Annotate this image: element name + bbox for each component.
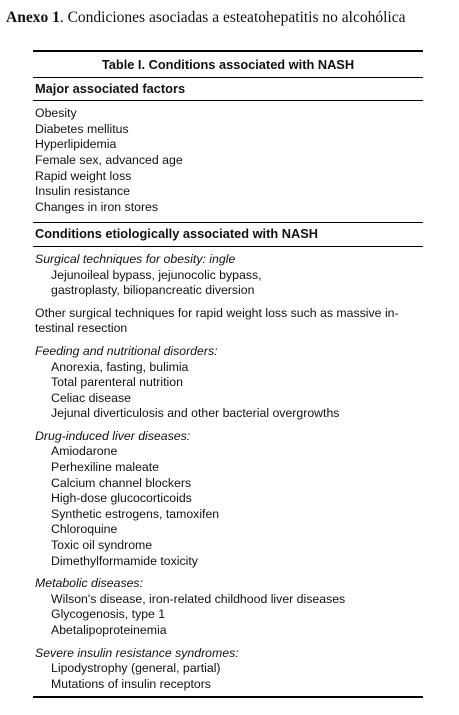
group-heading: Severe insulin resistance syndromes: (35, 645, 239, 660)
list-item: Rapid weight loss (35, 168, 132, 183)
table-title: Table I. Conditions associated with NASH (101, 57, 355, 72)
list-item: Mutations of insulin receptors (51, 676, 211, 691)
list-item: High-dose glucocorticoids (51, 491, 192, 506)
list-item: Amiodarone (51, 444, 118, 459)
conditions-table (33, 50, 423, 698)
list-item: Celiac disease (51, 390, 131, 405)
insulin-group (33, 646, 423, 693)
list-item: Wilson's disease, iron-related childhood liver diseases (51, 591, 346, 606)
table-bottom-rule (33, 696, 423, 698)
list-item: Abetalipoproteinemia (51, 623, 167, 637)
list-item: gastroplasty, biliopancreatic diversion (51, 283, 255, 298)
list-item: Female sex, advanced age (35, 152, 183, 167)
list-item: Chloroquine (51, 522, 118, 537)
caption-text: . Condiciones asociadas a esteatohepatitis no alcohólica (59, 9, 406, 26)
list-item: Calcium channel blockers (51, 475, 192, 490)
list-item: Dimethylformamide toxicity (51, 553, 198, 568)
list-item: Changes in iron stores (35, 199, 159, 214)
list-item: Lipodystrophy (general, partial) (51, 661, 221, 676)
group-heading: Drug-induced liver diseases: (35, 428, 191, 443)
caption-label: Anexo 1 (6, 9, 60, 26)
drug-group (33, 429, 423, 569)
list-item: Jejunoileal bypass, jejunocolic bypass, (51, 267, 262, 282)
list-item: Hyperlipidemia (35, 137, 117, 152)
document-caption (6, 8, 456, 28)
list-item: Obesity (35, 106, 77, 121)
list-item: Anorexia, fasting, bulimia (51, 359, 189, 374)
etiologic-heading: Conditions etiologically associated with NASH (35, 226, 318, 242)
major-factors-heading: Major associated factors (35, 80, 186, 96)
metabolic-group (33, 576, 423, 638)
list-item: Insulin resistance (35, 184, 131, 199)
other-surgical-text: Other surgical techniques for rapid weight loss such as massive in-testinal resection (35, 305, 399, 336)
list-item: Toxic oil syndrome (51, 538, 153, 553)
group-heading: Metabolic diseases: (35, 576, 143, 591)
table-rule (33, 100, 423, 101)
list-item: Glycogenosis, type 1 (51, 607, 166, 622)
surgical-group (33, 252, 423, 299)
list-item: Total parenteral nutrition (51, 375, 183, 390)
group-heading: Surgical techniques for obesity: ingle (35, 251, 236, 266)
list-item: Jejunal diverticulosis and other bacterial overgrowths (51, 406, 340, 421)
list-item: Perhexiline maleate (51, 460, 160, 475)
table-rule (33, 246, 423, 247)
list-item: Diabetes mellitus (35, 121, 129, 136)
list-item: Synthetic estrogens, tamoxifen (51, 506, 220, 521)
major-factors-list (33, 106, 423, 215)
group-heading: Feeding and nutritional disorders: (35, 343, 218, 358)
feeding-group (33, 344, 423, 422)
